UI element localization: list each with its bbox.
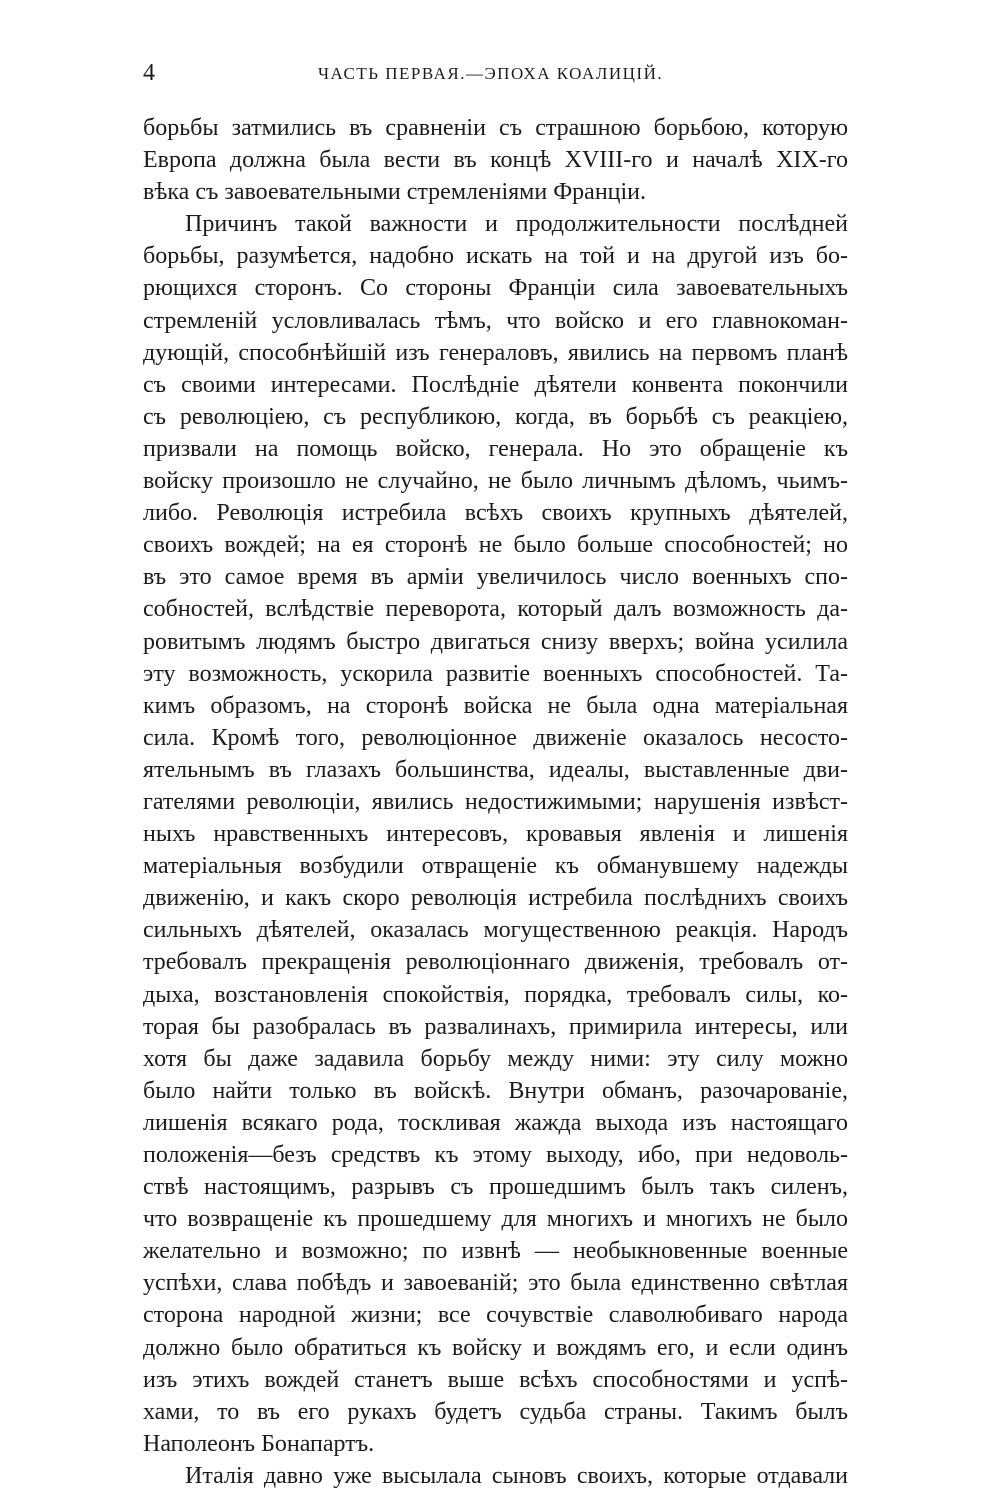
text-line: должно было обратиться къ войску и вождямъ его, и если одинъ: [143, 1334, 848, 1361]
text-line: было найти только въ войскѣ. Внутри обманъ, разочарованіе,: [143, 1077, 848, 1104]
text-line: кимъ образомъ, на сторонѣ войска не была одна матеріальная: [143, 692, 848, 719]
text-line: либо. Революція истребила всѣхъ своихъ крупныхъ дѣятелей,: [143, 500, 848, 527]
text-line: ровитымъ людямъ быстро двигаться снизу вверхъ; война усилила: [143, 628, 848, 655]
page-header: [143, 60, 848, 90]
text-line: требовалъ прекращенія революціоннаго движенія, требовалъ от-: [143, 949, 848, 976]
text-line: собностей, вслѣдствіе переворота, который далъ возможность да-: [143, 596, 848, 623]
text-line: призвали на помощь войско, генерала. Но это обращеніе къ: [143, 435, 848, 462]
text-line: рющихся сторонъ. Со стороны Франціи сила завоевательныхъ: [143, 275, 848, 302]
text-line: съ революціею, съ республикою, когда, въ борьбѣ съ реакціею,: [143, 403, 848, 430]
text-line: Наполеонъ Бонапартъ.: [143, 1430, 375, 1457]
text-line: ныхъ нравственныхъ интересовъ, кровавыя явленія и лишенія: [143, 821, 848, 848]
text-line: Европа должна была вести въ концѣ XVIII-го и началѣ XIX-го: [143, 147, 848, 174]
text-line: борьбы затмились въ сравненіи съ страшною борьбою, которую: [143, 115, 848, 141]
text-line: ятельнымъ въ глазахъ большинства, идеалы, выставленные дви-: [143, 756, 848, 783]
body-text: [143, 112, 848, 1492]
text-line: войску произошло не случайно, не было личнымъ дѣломъ, чьимъ-: [143, 468, 848, 495]
text-line: хами, то въ его рукахъ будетъ судьба страны. Такимъ былъ: [143, 1398, 848, 1425]
text-line: въ это самое время въ арміи увеличилось число военныхъ спо-: [143, 564, 848, 591]
text-line: что возвращеніе къ прошедшему для многихъ и многихъ не было: [143, 1206, 848, 1233]
text-line: движенію, и какъ скоро революція истребила послѣднихъ своихъ: [143, 885, 848, 912]
text-line: дующій, способнѣйшій изъ генераловъ, явились на первомъ планѣ: [143, 339, 848, 366]
text-line: желательно и возможно; по извнѣ — необыкновенные военные: [143, 1238, 848, 1265]
running-title: ЧАСТЬ ПЕРВАЯ.—ЭПОХА КОАЛИЦІЙ.: [318, 64, 664, 83]
text-line: эту возможность, ускорила развитіе военныхъ способностей. Та-: [143, 660, 848, 687]
text-line: стремленій условливалась тѣмъ, что войско и его главнокоман-: [143, 307, 848, 334]
text-line: торая бы разобралась въ развалинахъ, примирила интересы, или: [143, 1013, 848, 1040]
text-line: матеріальныя возбудили отвращеніе къ обманувшему надежды: [143, 853, 848, 880]
text-line: изъ этихъ вождей станетъ выше всѣхъ способностями и успѣ-: [143, 1366, 848, 1393]
text-line: положенія—безъ средствъ къ этому выходу, ибо, при недоволь-: [143, 1142, 848, 1168]
text-line: своихъ вождей; на ея сторонѣ не было больше способностей; но: [143, 532, 848, 559]
text-line: хотя бы даже задавила борьбу между ними: эту силу можно: [143, 1045, 848, 1072]
page-number: 4: [143, 60, 155, 86]
text-line: Италія давно уже высылала сыновъ своихъ, которые отдавали: [185, 1462, 848, 1489]
text-line: ствѣ настоящимъ, разрывъ съ прошедшимъ былъ такъ силенъ,: [143, 1174, 848, 1201]
text-line: успѣхи, слава побѣдъ и завоеваній; это была единственно свѣтлая: [143, 1270, 848, 1297]
text-line: сторона народной жизни; все сочувствіе славолюбиваго народа: [143, 1302, 848, 1329]
text-line: гателями революціи, явились недостижимыми; нарушенія извѣст-: [143, 788, 848, 815]
text-line: Причинъ такой важности и продолжительности послѣдней: [185, 211, 848, 238]
text-line: борьбы, разумѣется, надобно искать на той и на другой изъ бо-: [143, 243, 848, 270]
text-line: съ своими интересами. Послѣдніе дѣятели конвента покончили: [143, 371, 848, 398]
text-line: вѣка съ завоевательными стремленіями Франціи.: [143, 179, 647, 206]
text-line: лишенія всякаго рода, тоскливая жажда выхода изъ настоящаго: [143, 1109, 848, 1136]
text-line: сила. Кромѣ того, революціонное движеніе оказалось несосто-: [143, 724, 848, 751]
text-line: дыха, возстановленія спокойствія, порядка, требовалъ силы, ко-: [143, 981, 848, 1008]
text-line: сильныхъ дѣятелей, оказалась могущественною реакція. Народъ: [143, 917, 848, 944]
